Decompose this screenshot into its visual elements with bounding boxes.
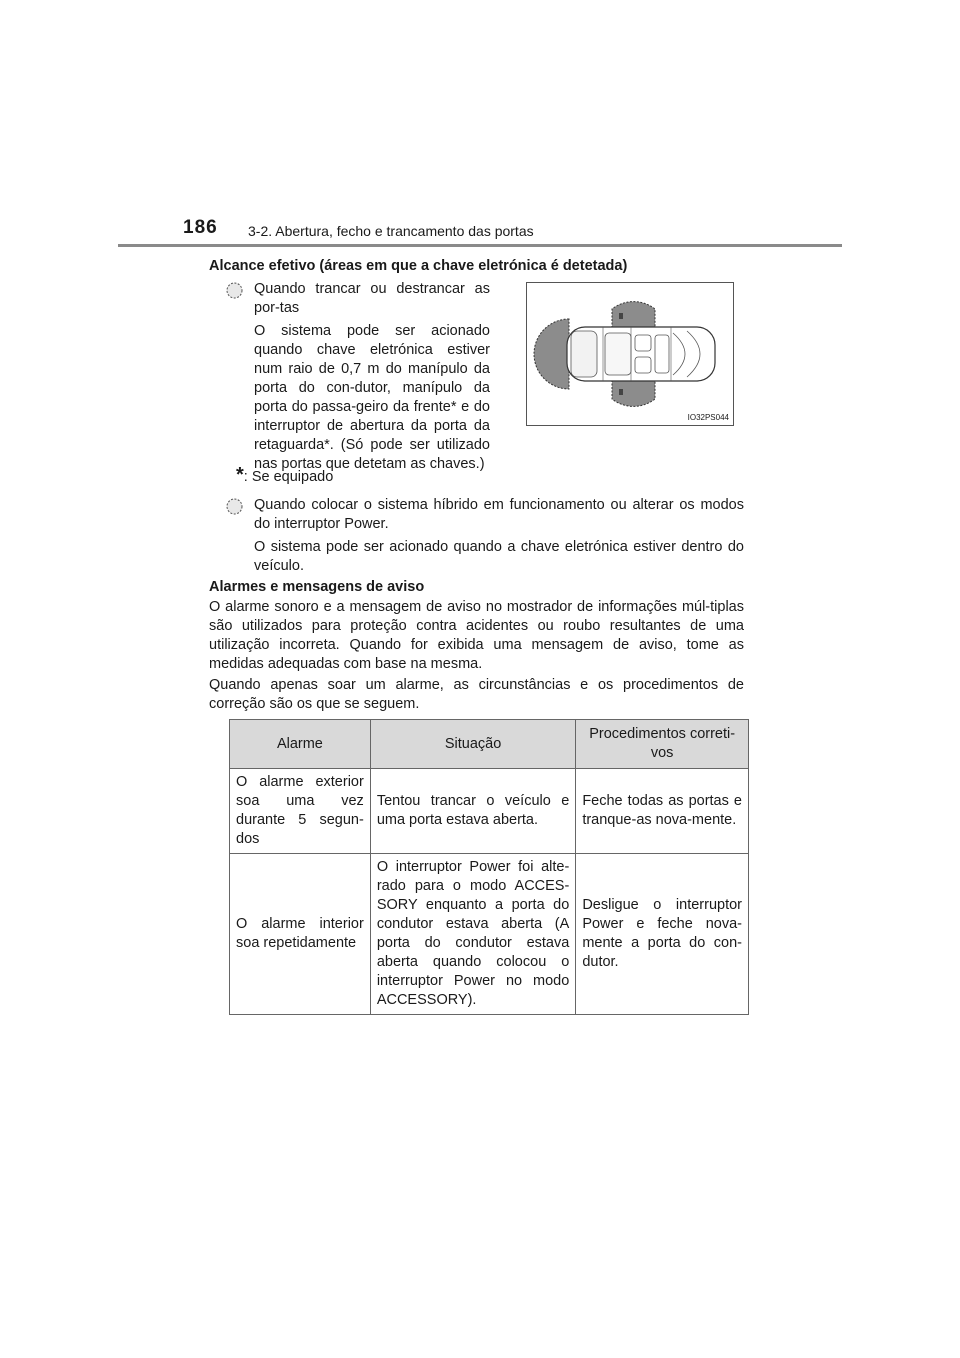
footnote-text: : Se equipado [243,469,334,485]
table-header-cell: Alarme [230,720,371,769]
table-header-row [230,720,749,769]
table-cell: O interruptor Power foi alte-rado para o modo ACCES-SORY enquanto a porta do condutor estava aberta (A porta do condutor estava aberta quando colocou o interruptor Power no modo ACCESSORY). [370,854,576,1015]
alarm-table [229,719,749,1015]
bullet1-body: O sistema pode ser acionado quando chave eletrónica estiver num raio de 0,7 m do manípulo da porta do con-dutor, manípulo da porta do passa-geiro da frente* e do interruptor de abertura da porta da retaguarda*. (Só pode ser utilizado nas portas que detetam as chaves.) [254,323,490,472]
alarms-title: Alarmes e mensagens de aviso [209,579,425,595]
bullet2-body: O sistema pode ser acionado quando a chave eletrónica estiver dentro do veículo. [254,539,744,574]
table-header-cell: Situação [370,720,576,769]
table-cell: Desligue o interruptor Power e feche nova-mente a porta do con-dutor. [576,854,749,1015]
detection-range-diagram [526,282,734,426]
table-row [230,769,749,854]
bullet2-heading: Quando colocar o sistema híbrido em funcionamento ou alterar os modos do interruptor Power. [254,497,744,532]
bullet-icon [226,282,243,299]
bullet1-heading: Quando trancar ou destrancar as por-tas [254,281,490,316]
table-cell: O alarme exterior soa uma vez durante 5 segun-dos [230,769,371,854]
diagram-code: IO32PS044 [687,413,729,422]
car-top-view-illustration [527,283,733,425]
table-cell: Feche todas as portas e tranque-as nova-mente. [576,769,749,854]
table-cell: O alarme interior soa repetidamente [230,854,371,1015]
section-title: 3-2. Abertura, fecho e trancamento das portas [248,223,534,239]
table-row [230,854,749,1015]
page-number: 186 [183,217,218,238]
footnote-mark: * [236,464,244,486]
footnote [236,466,536,487]
bullet-icon [226,498,243,515]
range-title: Alcance efetivo (áreas em que a chave eletrónica é detetada) [209,258,628,274]
alarms-paragraph-2: Quando apenas soar um alarme, as circunstâncias e os procedimentos de correção são os que se seguem. [209,677,744,712]
rear-detection-zone [534,319,569,389]
header-rule [118,244,842,247]
alarms-paragraph-1: O alarme sonoro e a mensagem de aviso no mostrador de informações múl-tiplas são utilizados para proteção contra acidentes ou roubo resultantes de uma utilização incorreta. Quando for exibida uma mensagem de aviso, tome as medidas adequadas com base na mesma. [209,599,744,672]
table-header-cell: Procedimentos correti-vos [576,720,749,769]
table-cell: Tentou trancar o veículo e uma porta estava aberta. [370,769,576,854]
